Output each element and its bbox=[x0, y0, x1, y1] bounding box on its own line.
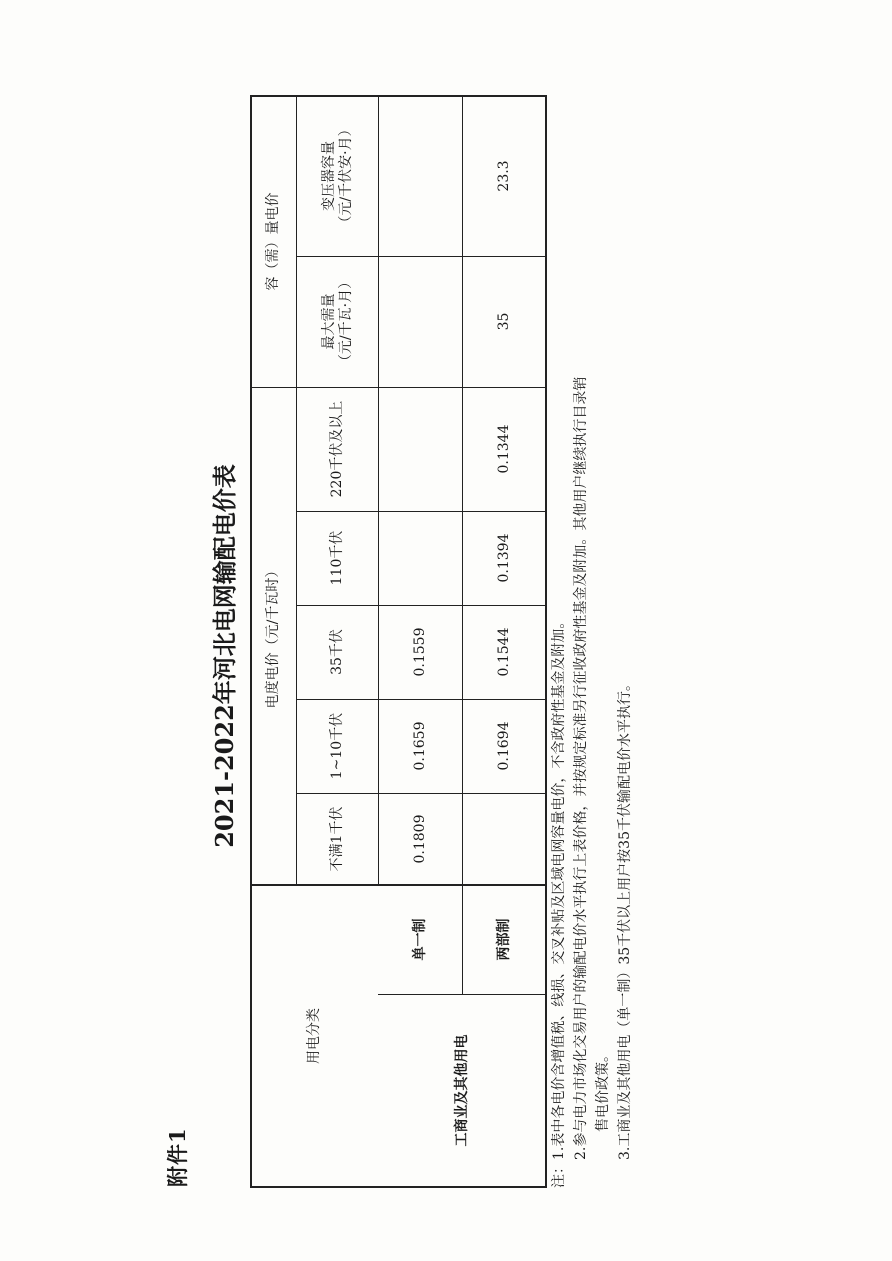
header-voltage-110kv: 110千伏 bbox=[329, 530, 346, 586]
cell-single-part-transformer bbox=[380, 97, 462, 255]
cell-single-part-220kv bbox=[380, 388, 462, 510]
notes-section bbox=[548, 58, 636, 1188]
header-voltage-35kv: 35千伏 bbox=[329, 629, 346, 675]
header-max-demand-line2: （元/千瓦·月） bbox=[338, 274, 354, 369]
document-title: 2021-2022年河北电网输配电价表 bbox=[210, 464, 239, 848]
attachment-label: 附件1 bbox=[165, 1127, 190, 1187]
note-1-text: 1.表中各电价含增值税、线损、交叉补贴及区域电网容量电价，不含政府性基金及附加。 bbox=[551, 614, 567, 1160]
subcategory-two-part: 两部制 bbox=[495, 918, 512, 961]
header-transformer-capacity-line1: 变压器容量 bbox=[320, 141, 337, 212]
cell-two-part-35kv: 0.1544 bbox=[495, 627, 512, 677]
category-commercial-industrial: 工商业及其他用电 bbox=[453, 1034, 470, 1147]
header-voltage-1-10kv: 1~10千伏 bbox=[329, 712, 346, 780]
cell-two-part-1-10kv: 0.1694 bbox=[495, 721, 512, 771]
cell-single-part-35kv: 0.1559 bbox=[412, 627, 429, 677]
cell-two-part-220kv: 0.1344 bbox=[495, 424, 512, 474]
note-2-continued: 售电价政策。 bbox=[595, 1048, 611, 1132]
header-voltage-below-1kv: 不满1千伏 bbox=[329, 806, 346, 872]
header-energy-price-group: 电度电价（元/千瓦时） bbox=[265, 563, 282, 709]
note-1 bbox=[548, 58, 570, 1188]
table-border-bottom bbox=[545, 95, 547, 1188]
note-2: 2.参与电力市场化交易用户的输配电价水平执行上表价格，并按规定标准另行征收政府性基金及附加。其他用户继续执行目录销 bbox=[573, 376, 589, 1160]
header-capacity-price-group: 容（需）量电价 bbox=[265, 192, 282, 291]
cell-single-part-110kv bbox=[380, 512, 462, 604]
cell-two-part-below-1kv bbox=[464, 794, 545, 884]
header-transformer-capacity bbox=[298, 97, 378, 255]
header-voltage-220kv-above: 220千伏及以上 bbox=[329, 400, 346, 498]
cell-two-part-transformer: 23.3 bbox=[495, 160, 512, 192]
header-category: 用电分类 bbox=[306, 1008, 323, 1064]
header-transformer-capacity-line2: （元/千伏安·月） bbox=[338, 122, 354, 230]
cell-single-part-max-demand bbox=[380, 257, 462, 386]
cell-single-part-1-10kv: 0.1659 bbox=[412, 721, 429, 771]
subcategory-single-part: 单一制 bbox=[412, 918, 429, 961]
note-3: 3.工商业及其他用电（单一制）35千伏以上用户按35千伏输配电价水平执行。 bbox=[617, 677, 633, 1160]
cell-two-part-110kv: 0.1394 bbox=[495, 533, 512, 583]
notes-prefix: 注： bbox=[551, 1160, 567, 1188]
cell-single-part-below-1kv: 0.1809 bbox=[412, 814, 429, 864]
table-border-left bbox=[250, 1186, 547, 1188]
header-max-demand bbox=[298, 257, 378, 386]
cell-two-part-max-demand: 35 bbox=[495, 312, 512, 331]
header-max-demand-line1: 最大需量 bbox=[320, 293, 337, 350]
